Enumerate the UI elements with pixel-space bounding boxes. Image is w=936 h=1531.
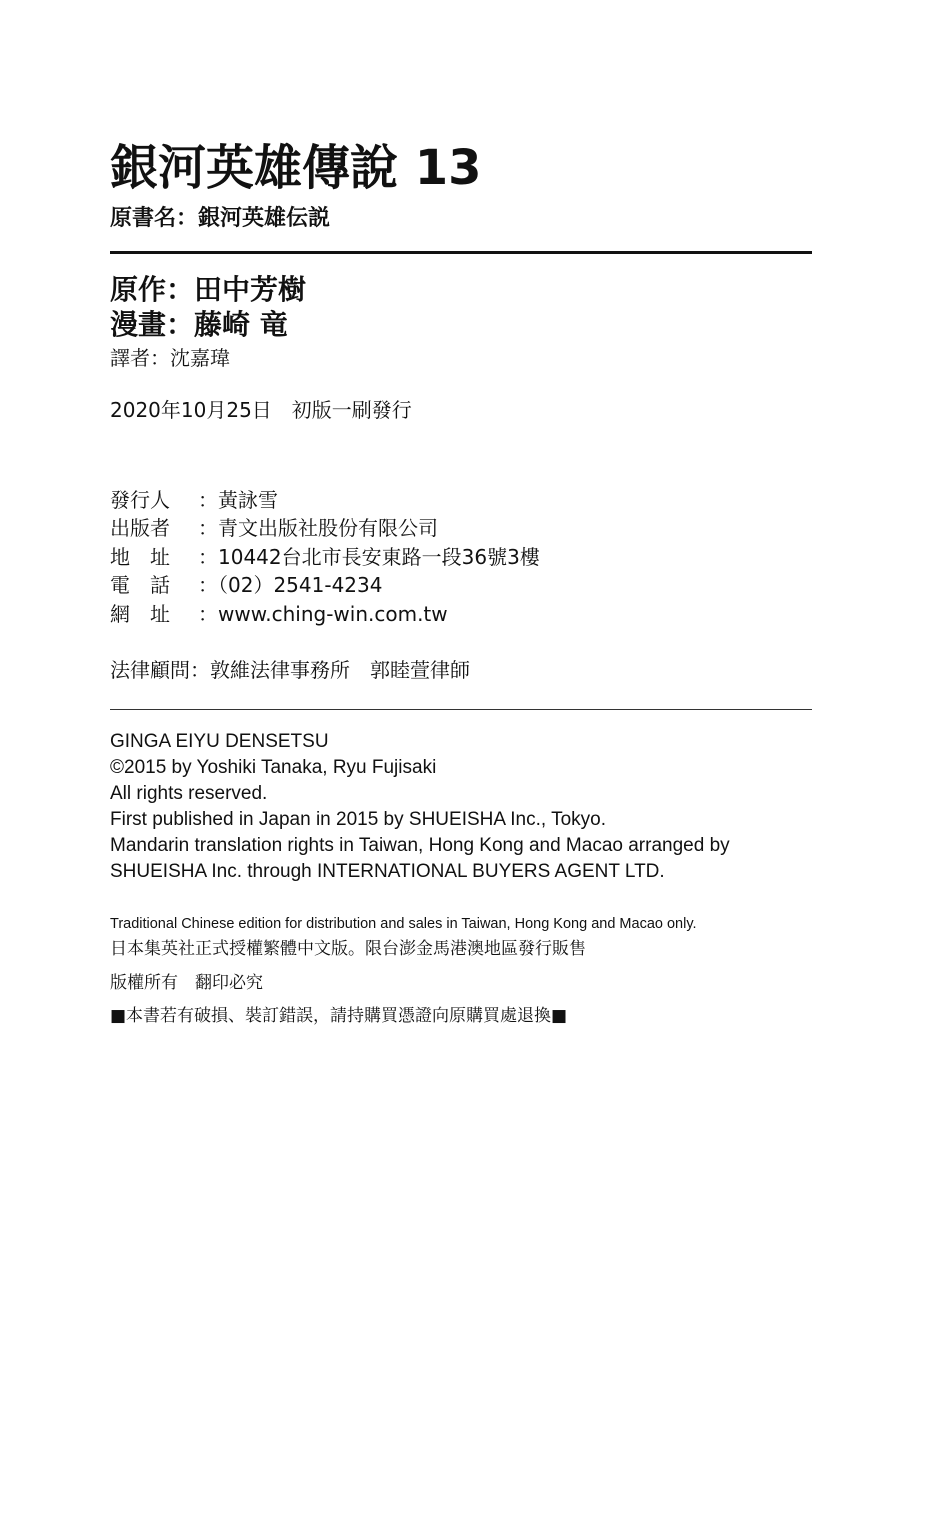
info-value: ：黃詠雪 — [198, 488, 278, 512]
copyright-line: First published in Japan in 2015 by SHUEISHA Inc., Tokyo. — [110, 809, 607, 830]
publisher-info-row — [110, 543, 540, 571]
info-label: 出版者 — [110, 516, 170, 540]
thin-divider — [110, 709, 812, 710]
artist-credit: 漫畫：藤崎 竜 — [110, 308, 288, 341]
translator-credit: 譯者：沈嘉瑋 — [110, 346, 230, 370]
info-label: 電 話 — [110, 573, 170, 597]
thick-divider — [110, 251, 812, 254]
copyright-line: SHUEISHA Inc. through INTERNATIONAL BUYERS AGENT LTD. — [110, 861, 665, 882]
publisher-info-row — [110, 571, 382, 599]
rights-notice: 版權所有 翻印必究 — [110, 973, 263, 993]
info-label: 發行人 — [110, 488, 170, 512]
copyright-line: ©2015 by Yoshiki Tanaka, Ryu Fujisaki — [110, 757, 437, 778]
publication-date: 2020年10月25日 初版一刷發行 — [110, 398, 412, 422]
return-notice: ■本書若有破損、裝訂錯誤，請持購買憑證向原購買處退換■ — [110, 1006, 568, 1026]
publisher-info-row — [110, 514, 438, 542]
info-value: ：（02）2541-4234 — [198, 573, 383, 597]
copyright-line: Mandarin translation rights in Taiwan, Hong Kong and Macao arranged by — [110, 835, 730, 856]
info-value: ：www.ching-win.com.tw — [198, 602, 448, 626]
info-label: 網 址 — [110, 602, 170, 626]
info-value: ：青文出版社股份有限公司 — [198, 516, 438, 540]
copyright-line: All rights reserved. — [110, 783, 268, 804]
publisher-info-row — [110, 600, 448, 628]
publisher-info-row — [110, 486, 278, 514]
info-value: ：10442台北市長安東路一段36號3樓 — [198, 545, 540, 569]
book-title: 銀河英雄傳說 13 — [110, 140, 482, 196]
info-label: 地 址 — [110, 545, 170, 569]
original-title: 原書名：銀河英雄伝説 — [110, 206, 331, 231]
edition-note-english: Traditional Chinese edition for distribution and sales in Taiwan, Hong Kong and Macao only. — [110, 916, 697, 932]
copyright-line: GINGA EIYU DENSETSU — [110, 731, 329, 752]
english-copyright-block — [110, 729, 730, 885]
legal-counsel: 法律顧問：敦維法律事務所 郭睦萱律師 — [110, 658, 470, 682]
edition-note-chinese: 日本集英社正式授權繁體中文版。限台澎金馬港澳地區發行販售 — [110, 939, 586, 959]
author-credit: 原作：田中芳樹 — [110, 273, 307, 306]
